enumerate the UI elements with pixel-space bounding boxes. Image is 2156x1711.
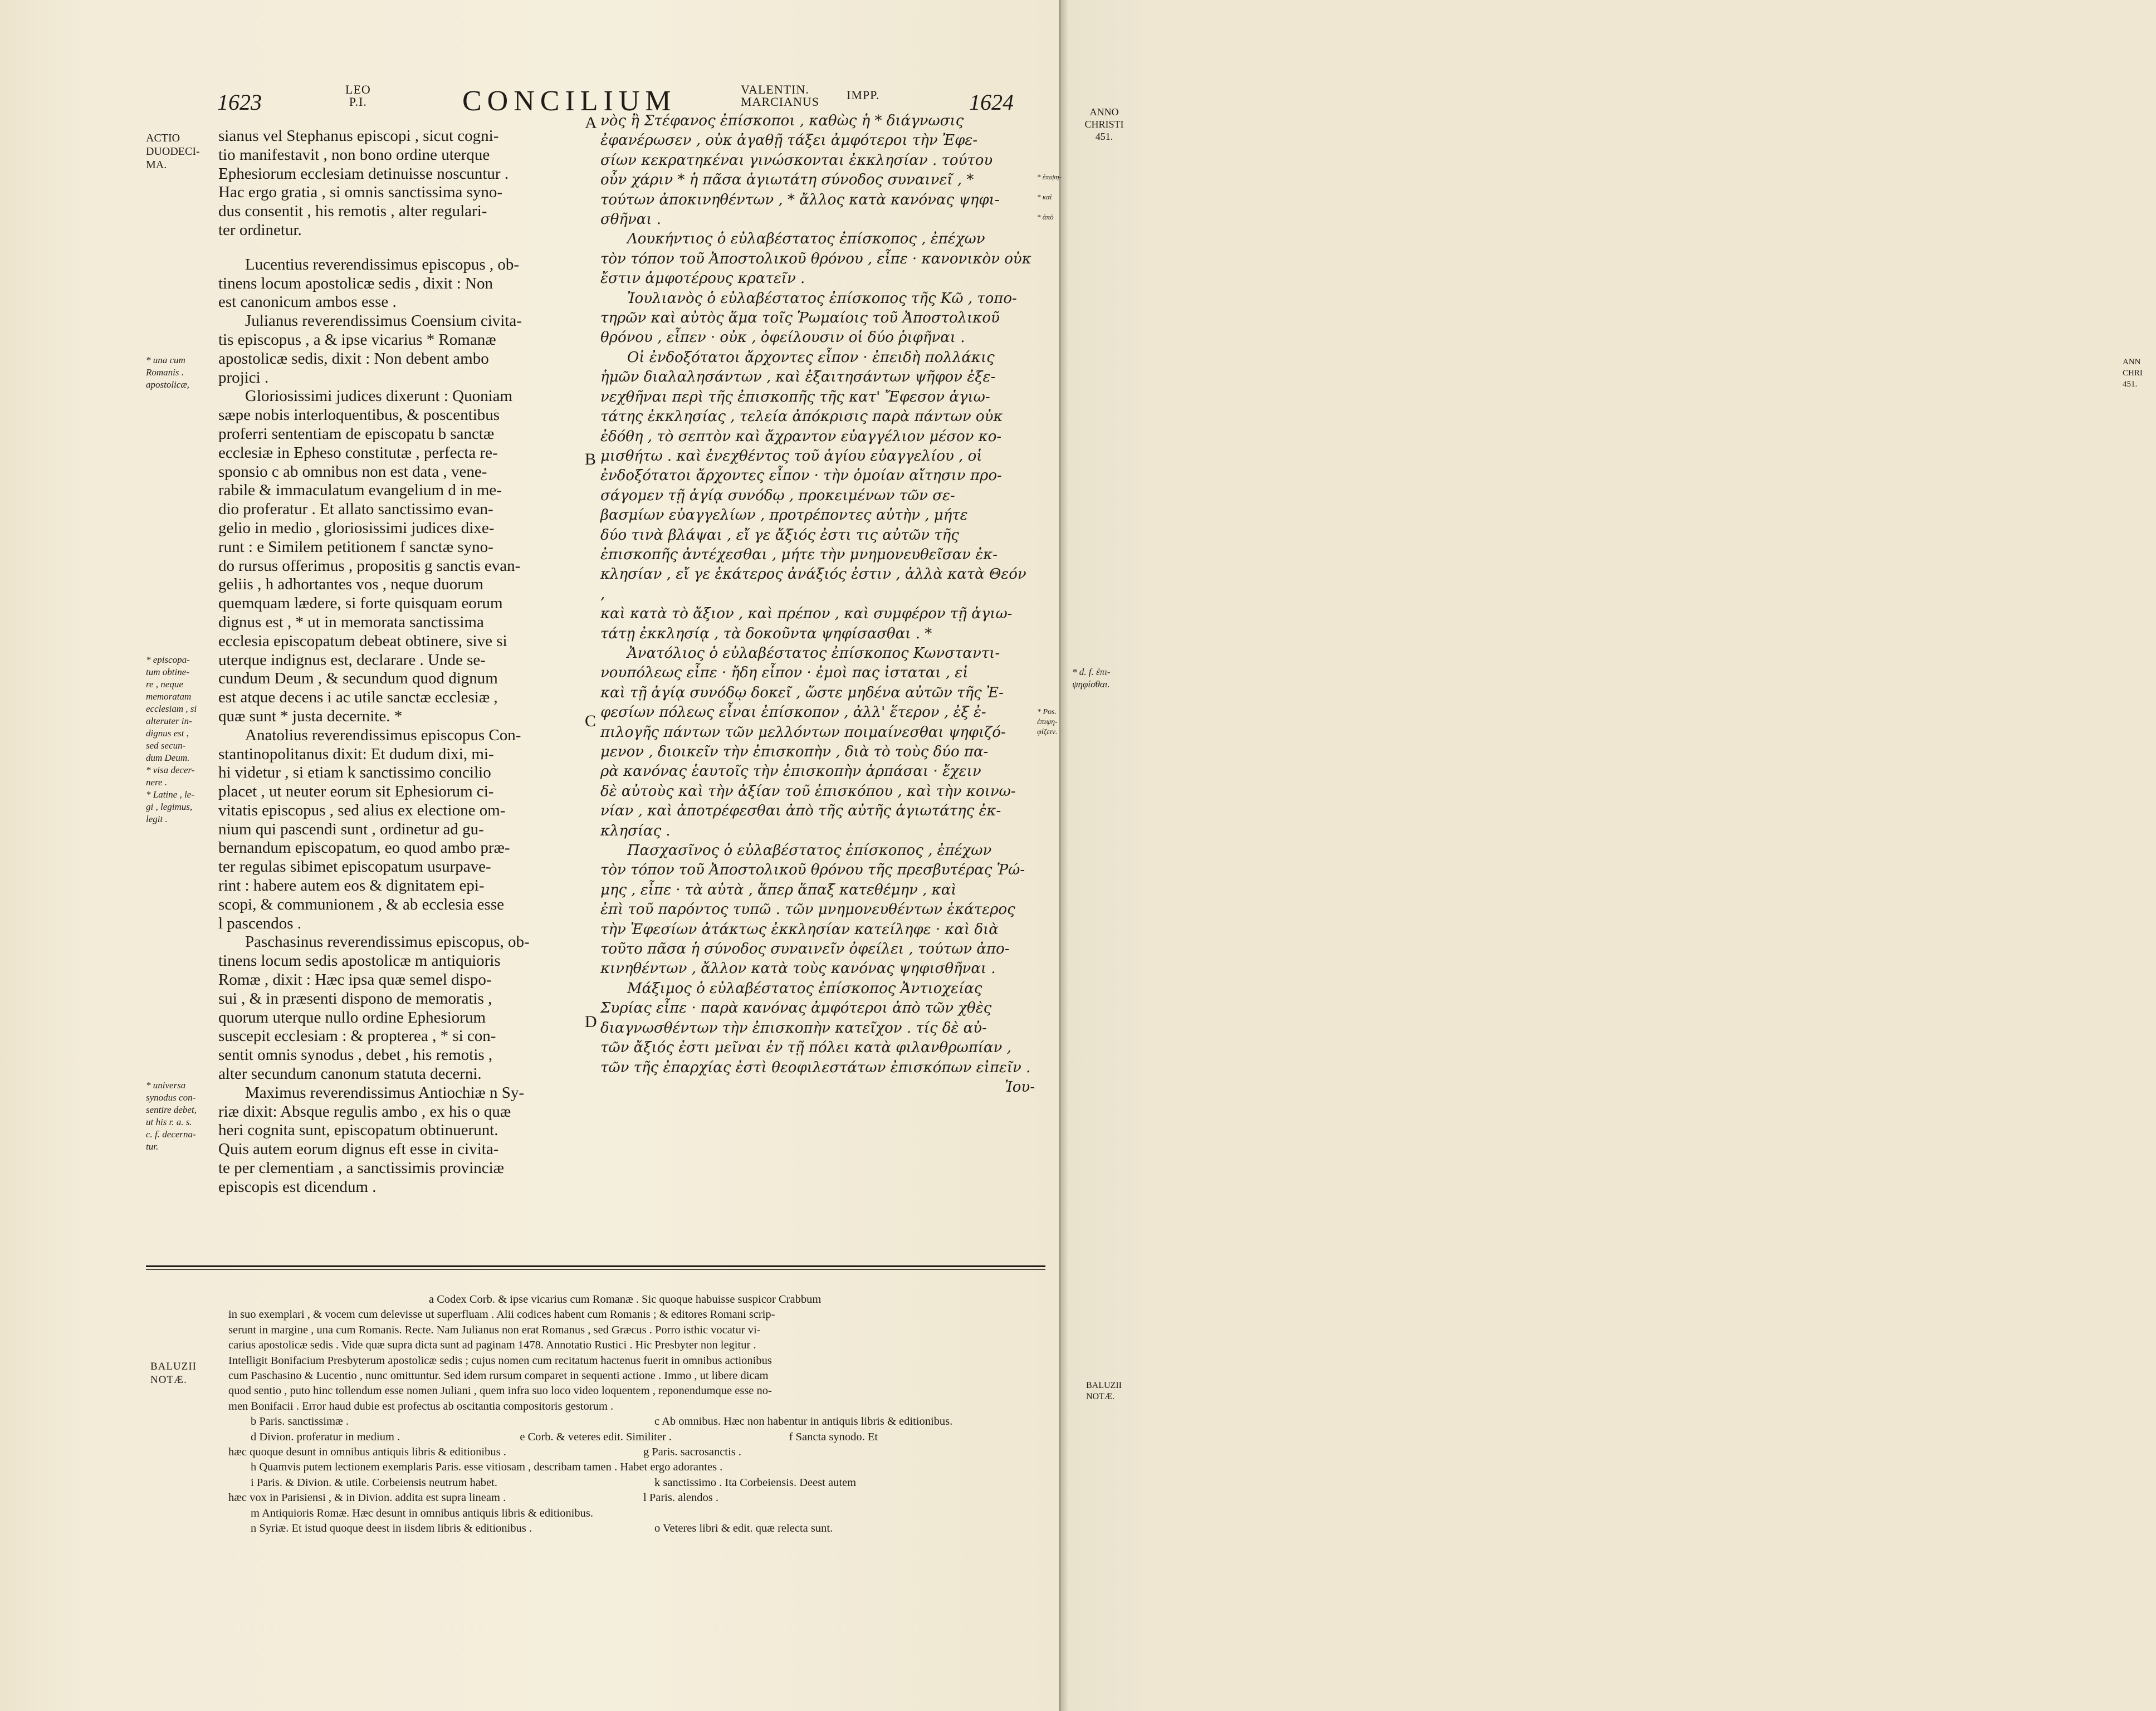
actio-label: ACTIO DUODECI- MA. [146, 132, 200, 171]
footnote-row: m Antiquioris Romæ. Hæc desunt in omnibus antiquis libris & editionibus. [251, 1507, 594, 1519]
footnote-row: b Paris. sanctissimæ . c Ab omnibus. Hæc non habentur in antiquis libris & editionibus. [251, 1415, 953, 1428]
greek-column: νὸς ἢ Στέφανος ἐπίσκοποι , καθὼς ἡ * διάγνωσις ἐφανέρωσεν , οὐκ ἀγαθῇ τάξει ἀμφότεροι τὴν Ἐφε- σίων κεκρατηκέναι γινώσκονται ἐκκλησίαν . τούτου οὖν χάριν * ἡ πᾶσα ἁγιωτάτη σύνοδος συναινεῖ , * τούτων ἀποκινηθέντων , * ἄλλος κατὰ κανόνας ψηφι- σθῆναι . Λουκήντιος ὁ εὐλαβέστατος ἐπίσκοπος , ἐπέχων τὸν τόπον τοῦ Ἀποστολικοῦ θρόνου , εἶπε · κανονικὸν οὐκ ἔστιν ἀμφοτέρους κρατεῖν . Ἰουλιανὸς ὁ εὐλαβέστατος ἐπίσκοπος τῆς Κῶ , τοπο- τηρῶν καὶ αὐτὸς ἅμα τοῖς Ῥωμαίοις τοῦ Ἀποστολικοῦ θρόνου , εἶπεν · οὐκ , ὀφείλουσιν οἱ δύο ῥιφῆναι . Οἱ ἐνδοξότατοι ἄρχοντες εἶπον · ἐπειδὴ πολλάκις ἡμῶν διαλαλησάντων , καὶ ἐξαιτησάντων ψῆφον ἐξε- νεχθῆναι περὶ τῆς ἐπισκοπῆς τῆς κατ' Ἔφεσον ἁγιω- τάτης ἐκκλησίας , τελεία ἀπόκρισις παρὰ πάντων οὐκ ἐδόθη , τὸ σεπτὸν καὶ ἄχραντον εὐαγγέλιον μέσον κο- μισθήτω . καὶ ἐνεχθέντος τοῦ ἁγίου εὐαγγελίου , οἱ ἐνδοξότατοι ἄρχοντες εἶπον · τὴν ὁμοίαν αἴτησιν προ- σάγομεν τῇ ἁγίᾳ συνόδῳ , προκειμένων τῶν σε- βασμίων εὐαγγελίων , προτρέποντες αὐτὴν , μήτε δύο τινὰ βλάψαι , εἴ γε ἄξιός ἐστι τις αὐτῶν τῆς ἐπισκοπῆς ἀντέχεσθαι , μήτε τὴν μνημονευθεῖσαν ἐκ- κλησίαν , εἴ γε ἑκάτερος ἀνάξιός ἐστιν , ἀλλὰ κατὰ Θεόν , καὶ κατὰ τὸ ἄξιον , καὶ πρέπον , καὶ συμφέρον τῇ ἁγιω- τάτῃ ἐκκλησίᾳ , τὰ δοκοῦντα ψηφίσασθαι . * Ἀνατόλιος ὁ εὐλαβέστατος ἐπίσκοπος Κωνσταντι- νουπόλεως εἶπε · ἤδη εἶπον · ἐμοὶ πας ἰσταται , εἰ καὶ τῇ ἁγίᾳ συνόδῳ δοκεῖ , ὥστε μηδένα αὐτῶν τῆς Ἐ- φεσίων πόλεως εἶναι ἐπίσκοπον , ἀλλ' ἕτερον , ἐξ ἐ- πιλογῆς πάντων τῶν μελλόντων ποιμαίνεσθαι ψηφιζό- μενον , διοικεῖν τὴν ἐπισκοπὴν , διὰ τὸ τοὺς δύο πα- ρὰ κανόνας ἑαυτοῖς τὴν ἐπισκοπὴν ἁρπάσαι · ἔχειν δὲ αὐτοὺς καὶ τὴν ἀξίαν τοῦ ἐπισκόπου , καὶ τὴν κοινω- νίαν , καὶ ἀποτρέφεσθαι ἀπὸ τῆς αὐτῆς ἁγιωτάτης ἐκ- κλησίας . Πασχασῖνος ὁ εὐλαβέστατος ἐπίσκοπος , ἐπέχων τὸν τόπον τοῦ Ἀποστολικοῦ θρόνου τῆς πρεσβυτέρας Ῥώ- μης , εἶπε · τὰ αὐτὰ , ἅπερ ἅπαξ κατεθέμην , καὶ ἐπὶ τοῦ παρόντος τυπῶ . τῶν μνημονευθέντων ἑκάτερος τὴν Ἐφεσίων ἀτάκτως ἐκκλησίαν κατείληφε · καὶ διὰ τοῦτο πᾶσα ἡ σύνοδος συναινεῖν ὀφείλει , τούτων ἀπο- κινηθέντων , ἄλλον κατὰ τοὺς κανόνας ψηφισθῆναι . Μάξιμος ὁ εὐλαβέστατος ἐπίσκοπος Ἀντιοχείας Συρίας εἶπε · παρὰ κανόνας ἀμφότεροι ἀπὸ τῶν χθὲς διαγνωσθέντων τὴν ἐπισκοπὴν κατεῖχον . τίς δὲ αὐ- τῶν ἄξιός ἐστι μεῖναι ἐν τῇ πόλει κατὰ φιλανθρωπίαν , τῶν τῆς ἐπαρχίας ἐστὶ θεοφιλεστάτων ἐπισκόπων εἰπεῖν . Ἰου- [600, 113, 1035, 1096]
baluzii-notae-label-next: BALUZII NOTÆ. [1086, 1381, 1122, 1401]
baluzii-notae-label: BALUZII NOTÆ. [150, 1361, 197, 1386]
margin-note-a: * una cum Romanis . apostolicæ, [146, 355, 189, 390]
running-head-impp: IMPP. [847, 88, 880, 102]
footnote-rule-thin [146, 1269, 1045, 1270]
section-letter-d: D [585, 1013, 597, 1031]
running-title: CONCILIUM [462, 85, 677, 117]
next-page-fragment: ANN CHRI 451. [2123, 358, 2143, 389]
margin-note-b: * episcopa- tum obtine- re , neque memoratam ecclesiam , si alteruter in- dignus est , sed secun- dum Deum. * visa decer- nere . * Latine , le- gi , legimus, legit . [146, 654, 197, 824]
paragraph-gap [218, 240, 593, 256]
latin-column: sianus vel Stephanus episcopi , sicut cogni- tio manifestavit , non bono ordine uterque Ephesiorum ecclesiam detinuisse noscuntur . Hac ergo gratia , si omnis sanctissima syno- dus consentit , his remotis , alter regulari- ter ordinetur. Lucentius reverendissimus episcopus , ob- tinens locum apostolicæ sedis , dixit : Non est canonicum ambos esse . Julianus reverendissimus Coensium civita- tis episcopus , a & ipse vicarius * Romanæ apostolicæ sedis, dixit : Non debent ambo projici . Gloriosissimi judices dixerunt : Quoniam sæpe nobis interloquentibus, & poscentibus proferri sententiam de episcopatu b sanctæ ecclesiæ in Epheso constitutæ , perfecta re- sponsio c ab omnibus non est data , vene- rabile & immaculatum evangelium d in me- dio proferatur . Et allato sanctissimo evan- gelio in medio , gloriosissimi judices dixe- runt : e Similem petitionem f sanctæ syno- do rursus offerimus , propositis g sanctis evan- geliis , h adhortantes vos , neque duorum quemquam lædere, si forte quisquam eorum dignus est , * ut in memorata sanctissima ecclesia episcopatum debeat obtinere, sive si uterque indignus est, declarare . Unde se- cundum Deum , & secundum quod dignum est atque decens i ac utile sanctæ ecclesiæ , quæ sunt * justa decernite. * Anatolius reverendissimus episcopus Con- stantinopolitanus dixit: Et dudum dixi, mi- hi videtur , si etiam k sanctissimo concilio placet , ut neuter eorum sit Ephesiorum ci- vitatis episcopus , sed alius ex electione om- nium qui pascendi sunt , ordinetur ad gu- bernandum episcopatum, eo quod ambo præ- ter regulas sibimet episcopatum usurpave- rint : habere autem eos & dignitatem epi- scopi, & communionem , & ab ecclesia esse l pascendos . Paschasinus reverendissimus episcopus, ob- tinens locum sedis apostolicæ m antiquioris Romæ , dixit : Hæc ipsa quæ semel dispo- sui , & in præsenti dispono de memoratis , quorum uterque nullo ordine Ephesiorum suscepit ecclesiam : & propterea , * si con- sentit omnis synodus , debet , his remotis , alter secundum canonum statuta decerni. Maximus reverendissimus Antiochiæ n Sy- riæ dixit: Absque regulis ambo , ex his o quæ heri cognita sunt, episcopatum obtinuerunt. Quis autem eorum dignus eft esse in civita- te per clementiam , a sanctissimis provinciæ episcopis est dicendum . [218, 127, 593, 1197]
footnote-row: d Divion. proferatur in medium . e Corb. & veteres edit. Similiter . f Sancta synodo. Et [251, 1430, 878, 1443]
section-letter-a: A [585, 114, 597, 132]
section-letter-b: B [585, 450, 597, 468]
margin-note-d: * d. f. ἐπι- ψηφίσθαι. [1072, 667, 1111, 690]
anno-christi-label: ANNO CHRISTI 451. [1084, 106, 1124, 142]
margin-note-c: * universa synodus con- sentire debet, ut his r. a. s. c. f. decerna- tur. [146, 1080, 197, 1152]
footnote-row: hæc vox in Parisiensi , & in Divion. addita est supra lineam . l Paris. alendos . [228, 1492, 718, 1504]
footnotes: a Codex Corb. & ipse vicarius cum Romanæ . Sic quoque habuisse suspicor Crabbum in suo exemplari , & vocem cum delevisse ut superfluam . Alii codices habent cum Romanis ; & editores Romani scrip- serunt in margine , una cum Romanis. Recte. Nam Julianus non erat Romanus , sed Græcus . Porro isthic vocatur vi- carius apostolicæ sedis . Vide quæ supra dicta sunt ad paginam 1478. Annotatio Rustici . Hic Presbyter non legitur . Intelligit Bonifacium Presbyterum apostolicæ sedis ; cujus nomen cum recitatum hactenus fuerit in omnibus actionibus cum Paschasino & Lucentio , nunc omittuntur. Sed idem rursum comparet in sequenti actione . Immo , ut libere dicam quod sentio , puto hinc tollendum esse nomen Juliani , quem infra suo loco video loquentem , reponendumque esse no- men Bonifacii . Error haud dubie est profectus ab oscitantia compositoris gestorum . b Paris. sanctissimæ . c Ab omnibus. Hæc non habentur in antiquis libris & editionibus. d Divion. proferatur in medium . e Corb. & veteres edit. Similiter . f Sancta synodo. Et hæc quoque desunt in omnibus antiquis libris & editionibus . g Paris. sacrosanctis . h Quamvis putem lectionem exemplaris Paris. esse vitiosam , describam tamen . Habet ergo adorantes . i Paris. & Divion. & utile. Corbeiensis neutrum habet. k sanctissimo . Ita Corbeiensis. Deest autem hæc vox in Parisiensi , & in Divion. addita est supra lineam . l Paris. alendos . m Antiquioris Romæ. Hæc desunt in omnibus antiquis libris & editionibus. n Syriæ. Et istud quoque deest in iisdem libris & editionibus . o Veteres libri & edit. quæ relecta sunt. [228, 1292, 1036, 1537]
margin-note-pos: * Pos. ἐπιψη- φίζειν. [1037, 708, 1058, 736]
page-number-left: 1623 [217, 90, 262, 115]
margin-note-top-right: * ἐπιψη- * καὶ * ἀπὸ [1037, 173, 1062, 221]
running-head-emperors: VALENTIN. MARCIANUS [741, 82, 820, 109]
footnote-rule [146, 1265, 1045, 1267]
running-head-pope: LEO P.I. [345, 82, 371, 109]
footnote-row: n Syriæ. Et istud quoque deest in iisdem libris & editionibus . o Veteres libri & edit. quæ relecta sunt. [251, 1522, 833, 1535]
page-number-right: 1624 [969, 90, 1014, 115]
section-letter-c: C [585, 712, 597, 730]
footnote-row: hæc quoque desunt in omnibus antiquis libris & editionibus . g Paris. sacrosanctis . [228, 1446, 741, 1459]
footnote-row: h Quamvis putem lectionem exemplaris Paris. esse vitiosam , describam tamen . Habet ergo adorantes . [251, 1461, 723, 1474]
next-page-edge [1059, 0, 2143, 1711]
footnote-row: i Paris. & Divion. & utile. Corbeiensis neutrum habet. k sanctissimo . Ita Corbeiensis. Deest autem [251, 1476, 857, 1489]
